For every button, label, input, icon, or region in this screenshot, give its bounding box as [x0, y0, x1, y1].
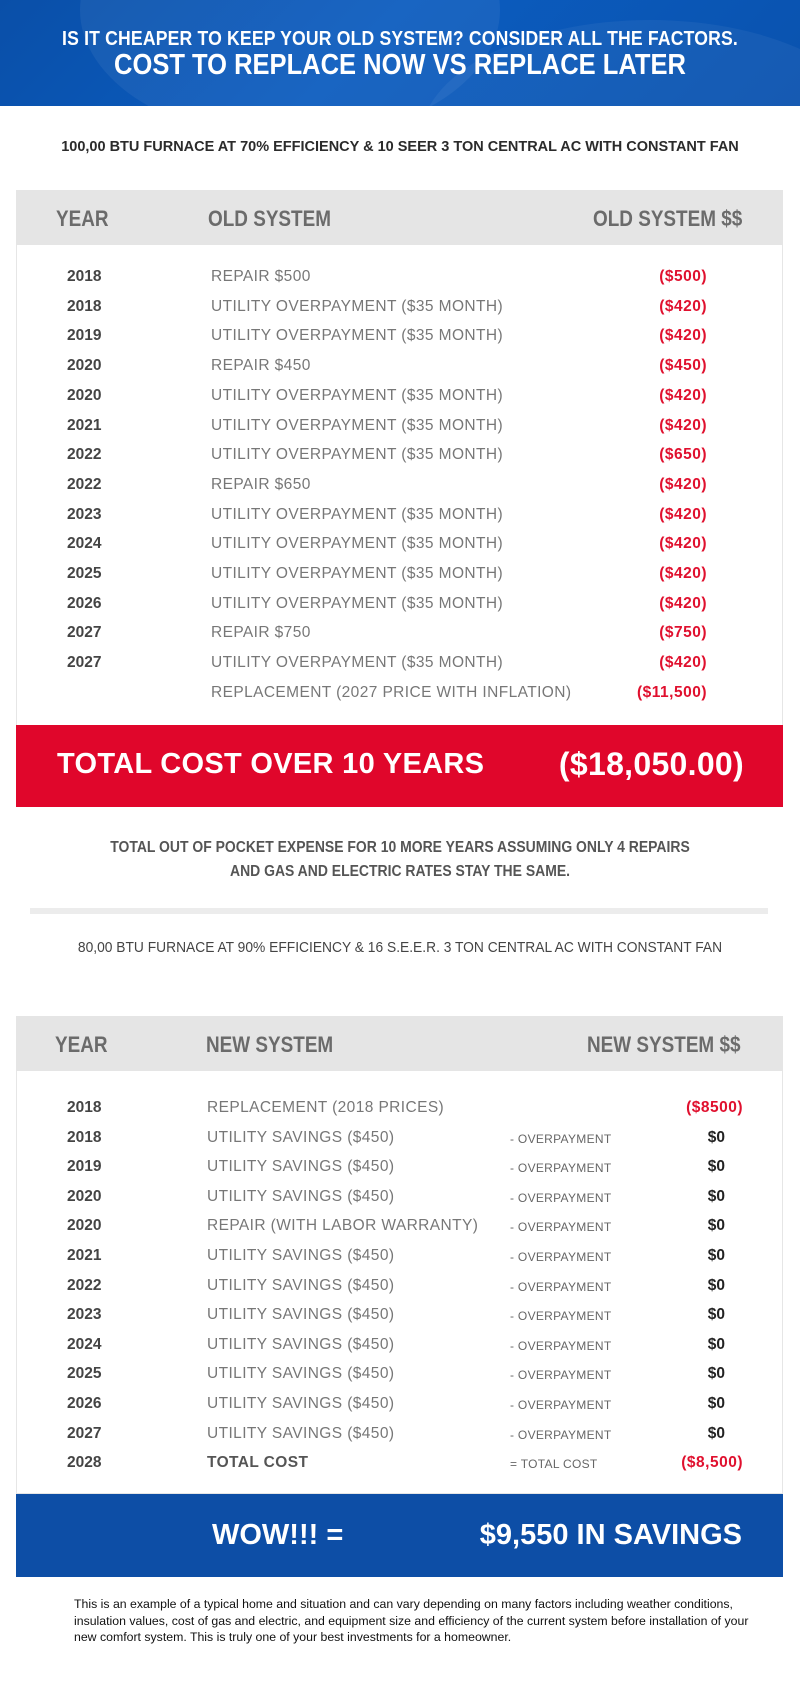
row-description: UTILITY SAVINGS ($450) [207, 1128, 395, 1146]
row-description: REPLACEMENT (2018 PRICES) [207, 1099, 445, 1116]
row-amount: ($8,500) [681, 1454, 743, 1472]
row-amount: ($420) [659, 297, 707, 315]
row-description: REPAIR (WITH LABOR WARRANTY) [207, 1217, 479, 1235]
table-row [16, 1158, 783, 1186]
row-description: UTILITY OVERPAYMENT ($35 MONTH) [211, 565, 504, 582]
row-amount: ($420) [659, 594, 707, 612]
row-overpayment-label: - OVERPAYMENT [510, 1279, 612, 1294]
row-year: 2022 [67, 446, 102, 464]
row-amount: $0 [707, 1217, 725, 1235]
row-amount: $0 [707, 1395, 725, 1412]
row-amount: $0 [707, 1158, 725, 1176]
row-year: 2026 [67, 594, 102, 612]
col-new-system: NEW SYSTEM [206, 1032, 334, 1057]
row-year: 2022 [67, 475, 102, 493]
row-overpayment-label: - OVERPAYMENT [510, 1368, 612, 1383]
row-description: UTILITY OVERPAYMENT ($35 MONTH) [211, 505, 504, 523]
row-year: 2020 [67, 386, 102, 404]
table-row [16, 298, 783, 326]
row-amount: ($450) [659, 357, 707, 375]
table-row [16, 1395, 783, 1423]
row-overpayment-label: - OVERPAYMENT [510, 1131, 612, 1146]
table-row [16, 506, 783, 534]
table-row [16, 417, 783, 445]
row-description: UTILITY OVERPAYMENT ($35 MONTH) [211, 446, 504, 464]
header-question: IS IT CHEAPER TO KEEP YOUR OLD SYSTEM? CONSIDER ALL THE FACTORS. [62, 28, 738, 50]
row-amount: $0 [707, 1424, 725, 1442]
row-description: TOTAL COST [207, 1454, 309, 1472]
footer-disclaimer: This is an example of a typical home and situation and can vary depending on many factors including weather conditions, insulation values, cost of gas and electric, and equipment size and efficiency of the current system before installation of your new comfort system. This is truly one of your best investments for a homeowner. [74, 1597, 749, 1644]
row-amount: ($420) [659, 505, 707, 523]
row-overpayment-label: - OVERPAYMENT [510, 1250, 612, 1264]
row-description: UTILITY SAVINGS ($450) [207, 1276, 395, 1294]
table-row [16, 654, 783, 682]
table-row [16, 476, 783, 504]
savings-value: $9,550 IN SAVINGS [479, 1519, 742, 1551]
row-description: UTILITY SAVINGS ($450) [207, 1247, 395, 1264]
row-description: UTILITY OVERPAYMENT ($35 MONTH) [211, 416, 504, 434]
table-row [16, 268, 783, 296]
table-row [16, 535, 783, 563]
row-year: 2021 [67, 1247, 102, 1264]
table-row [16, 387, 783, 415]
row-overpayment-label: - OVERPAYMENT [510, 1338, 612, 1353]
row-year: 2020 [67, 1217, 102, 1235]
note-line: TOTAL OUT OF POCKET EXPENSE FOR 10 MORE YEARS ASSUMING ONLY 4 REPAIRS [110, 839, 690, 856]
row-description: REPAIR $500 [211, 268, 311, 285]
table-row [16, 357, 783, 385]
table-row [16, 1365, 783, 1393]
row-overpayment-label: - OVERPAYMENT [510, 1309, 612, 1324]
row-year: 2020 [67, 1187, 102, 1205]
row-amount: ($420) [659, 475, 707, 493]
row-year: 2018 [67, 297, 102, 315]
table-row [16, 565, 783, 593]
row-year: 2019 [67, 327, 102, 345]
row-description: UTILITY SAVINGS ($450) [207, 1306, 395, 1324]
col-year: YEAR [55, 1032, 108, 1057]
row-amount: $0 [707, 1128, 725, 1146]
row-year: 2025 [67, 1365, 102, 1383]
row-description: UTILITY SAVINGS ($450) [207, 1395, 395, 1412]
old-system-table-header [16, 190, 783, 245]
row-amount: ($420) [659, 654, 707, 672]
row-description: UTILITY OVERPAYMENT ($35 MONTH) [211, 386, 504, 404]
row-description: UTILITY SAVINGS ($450) [207, 1187, 395, 1205]
col-new-system-cost: NEW SYSTEM $$ [587, 1032, 741, 1057]
row-amount: ($420) [659, 327, 707, 345]
row-description: UTILITY SAVINGS ($450) [207, 1365, 395, 1383]
old-total-label: TOTAL COST OVER 10 YEARS [57, 748, 485, 780]
row-amount: $0 [707, 1276, 725, 1294]
row-year: 2026 [67, 1395, 102, 1412]
row-amount: $0 [707, 1306, 725, 1324]
header-title: COST TO REPLACE NOW VS REPLACE LATER [114, 49, 686, 81]
table-row [16, 1425, 783, 1453]
col-old-system: OLD SYSTEM [208, 206, 331, 231]
row-overpayment-label: - OVERPAYMENT [510, 1427, 612, 1442]
row-description: UTILITY OVERPAYMENT ($35 MONTH) [211, 327, 504, 345]
old-total-note [40, 836, 760, 884]
row-amount: ($8500) [686, 1099, 743, 1116]
row-amount: ($420) [659, 386, 707, 404]
row-year: 2024 [67, 1335, 102, 1353]
row-overpayment-label: - OVERPAYMENT [510, 1190, 612, 1205]
row-year: 2027 [67, 1424, 102, 1442]
row-amount: ($420) [659, 565, 707, 582]
row-description: REPAIR $450 [211, 357, 311, 375]
table-row [16, 624, 783, 652]
row-description: UTILITY OVERPAYMENT ($35 MONTH) [211, 535, 504, 553]
row-amount: ($420) [659, 416, 707, 434]
row-year: 2025 [67, 565, 102, 582]
table-row [16, 1306, 783, 1334]
col-old-system-cost: OLD SYSTEM $$ [593, 206, 743, 231]
table-row [16, 1099, 783, 1127]
page-header [0, 0, 800, 106]
table-row [16, 446, 783, 474]
row-amount: ($500) [659, 268, 707, 285]
row-overpayment-label: - OVERPAYMENT [510, 1220, 612, 1235]
table-row [16, 1454, 783, 1482]
row-amount: $0 [707, 1365, 725, 1383]
old-total-banner [16, 725, 783, 807]
row-description: REPLACEMENT (2027 PRICE WITH INFLATION) [211, 683, 572, 701]
row-overpayment-label: - OVERPAYMENT [510, 1398, 612, 1412]
new-system-table-header [16, 1016, 783, 1071]
row-year: 2023 [67, 1306, 102, 1324]
row-amount: $0 [707, 1187, 725, 1205]
row-year: 2018 [67, 268, 102, 285]
row-description: UTILITY OVERPAYMENT ($35 MONTH) [211, 297, 504, 315]
section-divider [30, 908, 768, 914]
table-row [16, 1277, 783, 1305]
row-year: 2020 [67, 357, 102, 375]
row-description: UTILITY OVERPAYMENT ($35 MONTH) [211, 654, 504, 672]
row-year: 2027 [67, 654, 102, 672]
row-overpayment-label: = TOTAL COST [510, 1457, 598, 1472]
row-amount: ($11,500) [637, 683, 707, 701]
row-overpayment-label: - OVERPAYMENT [510, 1161, 612, 1176]
row-year: 2018 [67, 1099, 102, 1116]
row-year: 2018 [67, 1128, 102, 1146]
note-line: AND GAS AND ELECTRIC RATES STAY THE SAME. [229, 863, 571, 880]
row-year: 2028 [67, 1454, 102, 1472]
row-year: 2024 [67, 535, 102, 553]
table-row [16, 1247, 783, 1275]
row-description: UTILITY OVERPAYMENT ($35 MONTH) [211, 594, 504, 612]
table-row [16, 1217, 783, 1245]
table-row [16, 327, 783, 355]
row-year: 2021 [67, 416, 102, 434]
row-year: 2019 [67, 1158, 102, 1176]
table-row [16, 595, 783, 623]
savings-label: WOW!!! = [212, 1519, 344, 1551]
row-amount: ($650) [659, 446, 707, 464]
row-amount: ($420) [659, 535, 707, 553]
row-description: REPAIR $650 [211, 475, 311, 493]
savings-banner [16, 1494, 783, 1577]
col-year: YEAR [56, 206, 109, 231]
table-row [16, 684, 783, 712]
old-total-value: ($18,050.00) [558, 746, 744, 782]
row-amount: ($750) [659, 624, 707, 642]
row-description: UTILITY SAVINGS ($450) [207, 1335, 395, 1353]
row-amount: $0 [707, 1247, 725, 1264]
table-row [16, 1336, 783, 1364]
row-year: 2027 [67, 624, 102, 642]
old-system-subtitle: 100,00 BTU FURNACE AT 70% EFFICIENCY & 10 SEER 3 TON CENTRAL AC WITH CONSTANT FAN [61, 139, 739, 155]
table-row [16, 1129, 783, 1157]
row-description: UTILITY SAVINGS ($450) [207, 1158, 395, 1176]
row-description: REPAIR $750 [211, 624, 311, 642]
row-description: UTILITY SAVINGS ($450) [207, 1424, 395, 1442]
row-year: 2022 [67, 1276, 102, 1294]
table-row [16, 1188, 783, 1216]
row-amount: $0 [707, 1335, 725, 1353]
row-year: 2023 [67, 505, 102, 523]
new-system-subtitle: 80,00 BTU FURNACE AT 90% EFFICIENCY & 16 S.E.E.R. 3 TON CENTRAL AC WITH CONSTANT FAN [77, 939, 723, 956]
